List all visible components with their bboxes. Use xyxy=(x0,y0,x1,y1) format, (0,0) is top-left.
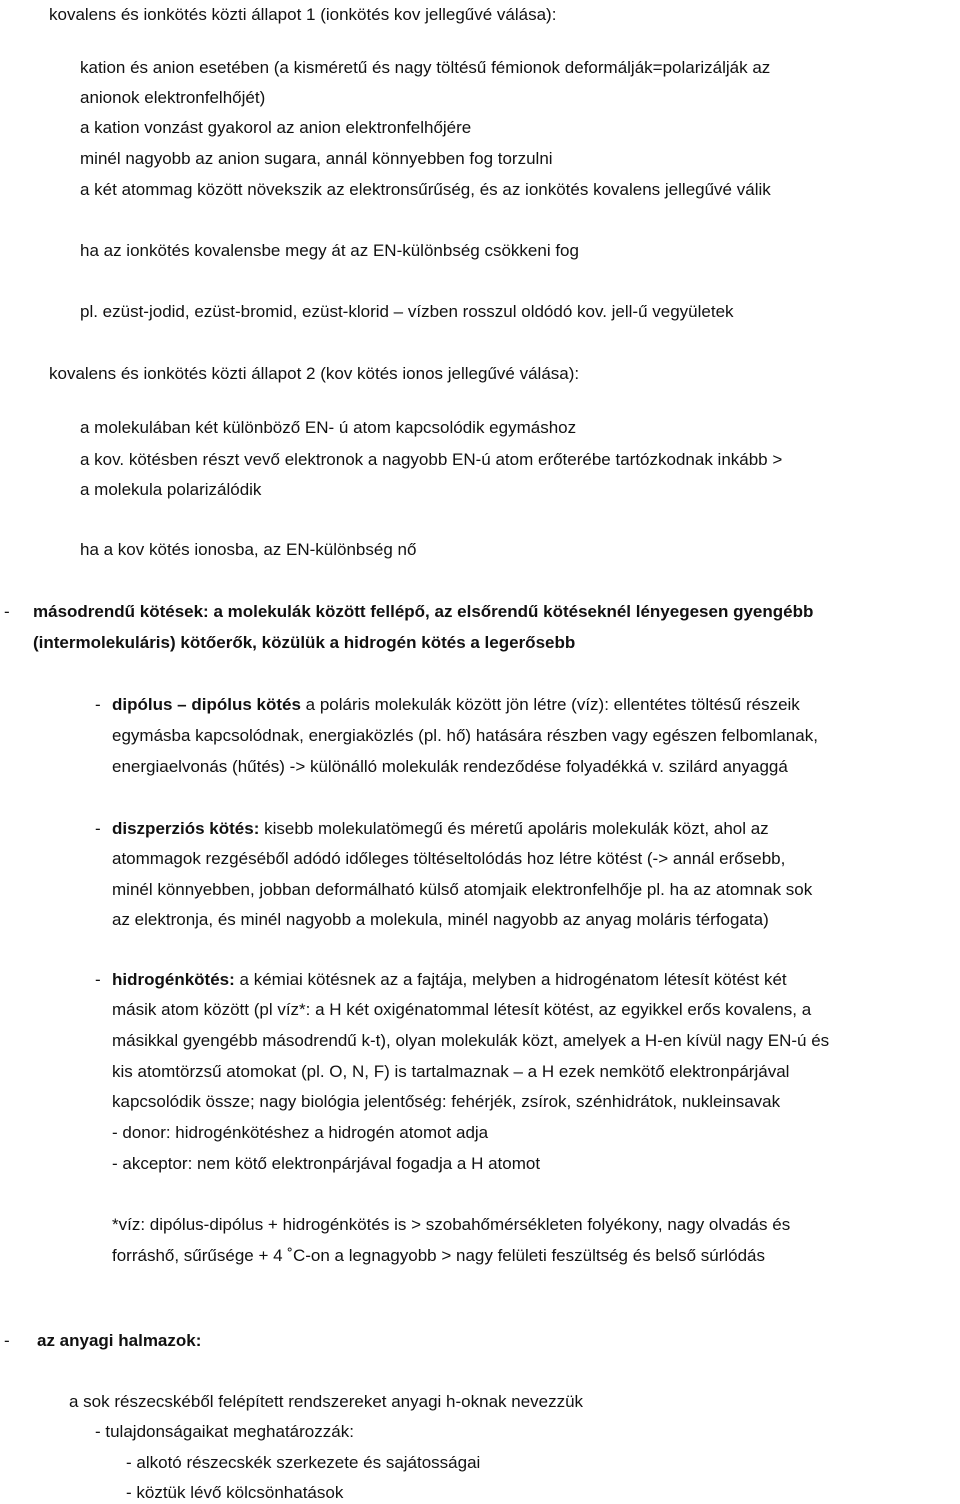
hidro-akceptor: - akceptor: nem kötő elektronpárjával fogadja a H atomot xyxy=(112,1154,541,1173)
hidro-line-2: másik atom között (pl víz*: a H két oxigénatommal létesít kötést, az egyikkel erős kovalens, a xyxy=(112,1000,812,1019)
dipol-line-1-rest: a poláris molekulák között jön létre (víz): ellentétes töltésű részeik xyxy=(300,695,800,714)
section1-heading: kovalens és ionkötés közti állapot 1 (ionkötés kov jellegűvé válása): xyxy=(49,5,557,24)
hidro-line-4: kis atomtörzsű atomokat (pl. O, N, F) is tartalmaznak – a H ezek nemkötő elektronpárjával xyxy=(112,1062,790,1081)
s3-heading-line-1: másodrendű kötések: a molekulák között fellépő, az elsőrendű kötéseknél lényegesen gyengébb xyxy=(33,602,814,621)
diszp-line-2: atommagok rezgéséből adódó időleges töltéseltolódás hoz létre kötést (-> annál erősebb, xyxy=(112,849,786,868)
dipol-line-3: energiaelvonás (hűtés) -> különálló molekulák rendeződése folyadékká v. szilárd anyaggá xyxy=(112,757,788,776)
s1-line-7: pl. ezüst-jodid, ezüst-bromid, ezüst-klorid – vízben rosszul oldódó kov. jell-ű vegyületek xyxy=(80,302,734,321)
s4-heading: az anyagi halmazok: xyxy=(37,1331,202,1350)
s4-line-3: - alkotó részecskék szerkezete és sajátosságai xyxy=(126,1453,481,1472)
hidro-dash: - xyxy=(95,970,101,989)
s1-line-1: kation és anion esetében (a kisméretű és nagy töltésű fémionok deformálják=polarizálják az xyxy=(80,58,771,77)
s1-line-5: a két atommag között növekszik az elektronsűrűség, és az ionkötés kovalens jellegűvé válik xyxy=(80,180,771,199)
s1-line-2: anionok elektronfelhőjét) xyxy=(80,88,266,107)
hidro-note-line-1: *víz: dipólus-dipólus + hidrogénkötés is > szobahőmérsékleten folyékony, nagy olvadás és xyxy=(112,1215,791,1234)
s4-dash: - xyxy=(4,1331,10,1350)
s1-line-3: a kation vonzást gyakorol az anion elektronfelhőjére xyxy=(80,118,472,137)
hidro-term: hidrogénkötés: xyxy=(112,970,235,989)
hidro-line-5: kapcsolódik össze; nagy biológia jelentőség: fehérjék, zsírok, szénhidrátok, nukleinsavak xyxy=(112,1092,781,1111)
s4-line-2: - tulajdonságaikat meghatározzák: xyxy=(95,1422,354,1441)
dipol-term: dipólus – dipólus kötés xyxy=(112,695,301,714)
hidro-line-1 xyxy=(112,969,787,991)
s2-line-2: a kov. kötésben részt vevő elektronok a nagyobb EN-ú atom erőterébe tartózkodnak inkább > xyxy=(80,450,783,469)
s1-line-4: minél nagyobb az anion sugara, annál könnyebben fog torzulni xyxy=(80,149,553,168)
s1-line-6: ha az ionkötés kovalensbe megy át az EN-különbség csökkeni fog xyxy=(80,241,579,260)
s2-line-3: a molekula polarizálódik xyxy=(80,480,262,499)
s2-line-1: a molekulában két különböző EN- ú atom kapcsolódik egymáshoz xyxy=(80,418,577,437)
s2-line-4: ha a kov kötés ionosba, az EN-különbség nő xyxy=(80,540,417,559)
hidro-line-3: másikkal gyengébb másodrendű k-t), olyan molekulák közt, amelyek a H-en kívül nagy EN-ú és xyxy=(112,1031,830,1050)
hidro-donor: - donor: hidrogénkötéshez a hidrogén atomot adja xyxy=(112,1123,489,1142)
hidro-note-line-2: forráshő, sűrűsége + 4 ˚C-on a legnagyobb > nagy felületi feszültség és belső súrlódás xyxy=(112,1246,766,1265)
section2-heading: kovalens és ionkötés közti állapot 2 (kov kötés ionos jellegűvé válása): xyxy=(49,364,580,383)
diszp-dash: - xyxy=(95,819,101,838)
hidro-line-1-rest: a kémiai kötésnek az a fajtája, melyben a hidrogénatom létesít kötést két xyxy=(234,970,787,989)
diszp-line-3: minél könnyebben, jobban deformálható külső atomjaik elektronfelhője pl. ha az atomnak sok xyxy=(112,880,813,899)
s4-line-1: a sok részecskéből felépített rendszereket anyagi h-oknak nevezzük xyxy=(69,1392,584,1411)
dipol-line-2: egymásba kapcsolódnak, energiaközlés (pl. hő) hatására részben vagy egészen felbomlanak, xyxy=(112,726,818,745)
diszp-line-1-rest: kisebb molekulatömegű és méretű apoláris molekulák közt, ahol az xyxy=(259,819,769,838)
diszp-line-1 xyxy=(112,818,769,840)
diszp-term: diszperziós kötés: xyxy=(112,819,260,838)
s3-heading-line-2: (intermolekuláris) kötőerők, közülük a hidrogén kötés a legerősebb xyxy=(33,633,576,652)
dipol-line-1 xyxy=(112,694,800,716)
diszp-line-4: az elektronja, és minél nagyobb a molekula, minél nagyobb az anyag moláris térfogata) xyxy=(112,910,769,929)
s3-dash: - xyxy=(4,602,10,621)
s4-line-4: - köztük lévő kölcsönhatások xyxy=(126,1483,344,1502)
dipol-dash: - xyxy=(95,695,101,714)
